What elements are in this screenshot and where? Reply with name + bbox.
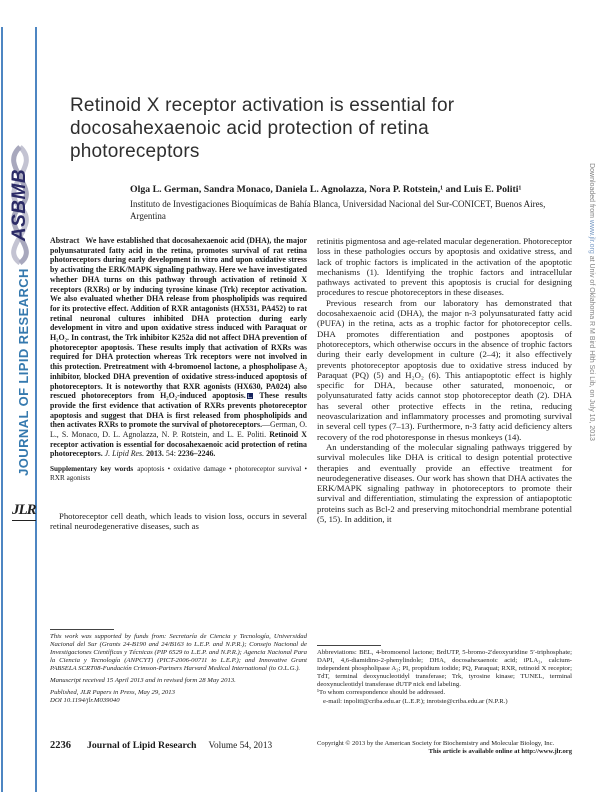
- body-paragraph: An understanding of the molecular signaling pathways triggered by survival molecules like DHA is critical to design potential protective therapies and eventually provide an effective treatment for neurodegenerative diseases. Our work has shown that DHA activates the ERK/MAPK signaling pathway in photoreceptors to promote their survival and differentiation, stimulating the expression of antiapoptotic proteins such as Bcl-2 and preserving mitochondrial membrane potential (5, 15). In addition, it: [317, 441, 572, 525]
- body-paragraph: retinitis pigmentosa and age-related macular degeneration. Photoreceptor loss in these pathologies occurs by apoptosis and oxidative stress, and lack of trophic factors is implicated in the activation of the apoptotic mechanisms (1). Identifying the trophic factors and intracellular pathways activated to prevent this apoptosis is crucial for designing procedures to rescue photoreceptors in these diseases.: [317, 236, 572, 298]
- footnote-rule: [317, 645, 381, 646]
- citation-year: 2013.: [146, 449, 166, 459]
- jlr-square-icon: [247, 393, 253, 399]
- download-watermark: [583, 49, 595, 555]
- jlr-monogram-logo: JLR: [12, 502, 36, 521]
- asbmb-logo-text: ASBMB: [9, 168, 30, 242]
- abstract-label: Abstract: [50, 236, 80, 245]
- funding-footnote: This work was supported by funds from: Secretaría de Ciencia y Tecnología, Universidad Nacional del Sur (Grants 24-B190 and 24/B163 to L.E.P. and N.P.R.); Consejo Nacional de Investigaciones Científicas y Técnicas (PIP 6529 to L.E.P. and N.P.R.); Agencia Nacional Para la Ciencia y Tecnología (ANPCYT) (PICT-2006-00711 to L.E.P.); and Innovative Grant PABSELA SCRT08-Fundación Crimson-Partners Harvard Medical International (to O.L.G.).: [50, 633, 307, 673]
- abbreviations-footnote: Abbreviations: BEL, 4-bromoenol lactone; BrdUTP, 5-bromo-2′deoxyuridine 5′-triphosphate; DAPI, 4,6-diamidino-2-phenylindole; DHA, docosahexaenoic acid; iPLA₂, calcium-independent phospholipase A₂; PI, propidium iodide; PQ, Paraquat; RXR, retinoid X receptor; TdT, terminal deoxynucleotidyl transferase; Trk, tyrosine kinase; TUNEL, terminal deoxynucleotidyl transferase dUTP nick end labeling.: [317, 649, 572, 689]
- correspondence-footnote: ¹To whom correspondence should be addressed.: [317, 689, 446, 697]
- citation-journal: J. Lipid Res.: [104, 449, 147, 459]
- copyright-line: Copyright © 2013 by the American Society for Biochemistry and Molecular Biology, Inc.: [317, 740, 555, 747]
- left-footnotes: [50, 629, 307, 705]
- manuscript-received: Manuscript received 15 April 2013 and in revised form 28 May 2013.: [50, 676, 236, 684]
- email-footnote: e-mail: inpoliti@criba.edu.ar (L.E.P.); inrotste@criba.edu.ar (N.P.R.): [323, 697, 508, 705]
- right-column: [317, 236, 572, 524]
- sidebar-rule: [35, 27, 37, 792]
- citation-authors: —German, O. L., S. Monaco, D. L. Agnolazza, N. P. Rotstein, and L. E. Politi.: [50, 420, 307, 440]
- doi-line: DOI 10.1194/jlr.M039040: [50, 696, 120, 704]
- journal-name-vertical: JOURNAL OF LIPID RESEARCH: [16, 268, 31, 476]
- keywords-label: Supplementary key words: [50, 465, 134, 474]
- available-online-line[interactable]: This article is available online at http://www.jlr.org: [428, 748, 572, 756]
- abstract-body: We have established that docosahexaenoic acid (DHA), the major polyunsaturated fatty acid in the retina, promotes survival of rat retina photoreceptors during early development in vitro and upon oxidative stress by activating the ERK/MAPK signaling pathway. Here we have investigated whether DHA turns on this pathway through activation of retinoid X receptors (RXRs) or by inducing tyrosine kinase (Trk) receptor activation. We also evaluated whether DHA release from phospholipids was required for its protective effect. Addition of RXR antagonists (HX531, PA452) to rat retinal neuronal cultures inhibited DHA protection during early development in vitro and upon oxidative stress induced with Paraquat or H₂O₂. In contrast, the Trk inhibitor K252a did not affect DHA prevention of photoreceptor apoptosis. These results imply that activation of RXRs was required for DHA protection whereas Trk receptors were not involved in this protection. Pretreatment with 4-bromoenol lactone, a phospholipase A₂ inhibitor, blocked DHA prevention of oxidative stress-induced apoptosis of photoreceptors. It is noteworthy that RXR agonists (HX630, PA024) also rescued photoreceptors from H₂O₂-induced apoptosis.: [50, 236, 307, 401]
- article-title: Retinoid X receptor activation is essential for docosahexaenoic acid protection of retina photoreceptors: [70, 95, 455, 162]
- download-watermark-prefix: Downloaded from: [588, 163, 595, 220]
- left-column: [50, 236, 307, 532]
- footnote-rule: [50, 629, 114, 630]
- left-edge-rule: [1, 27, 3, 792]
- citation-volume: 54:: [165, 449, 178, 459]
- keywords-text: apoptosis • oxidative damage • photoreceptor survival • RXR agonists: [50, 465, 307, 483]
- page-number: 2236: [50, 740, 71, 751]
- jlr-org-link[interactable]: www.jlr.org: [588, 219, 595, 254]
- abstract-paragraph: [50, 236, 307, 459]
- abstract-conclusion: These results provide the first evidence that activation of RXRs prevents photoreceptor apoptosis and suggest that DHA is first released from phospholipids and then activates RXRs to promote the survival of photoreceptors.: [50, 391, 307, 430]
- citation-title: Retinoid X receptor activation is essential for docosahexaenoic acid protection of retina photoreceptors.: [50, 430, 307, 459]
- published-note: Published, JLR Papers in Press, May 29, 2013: [50, 688, 175, 696]
- download-watermark-suffix: at Univ of Oklahoma R M Bird Hlth Sci Lib, on July 10, 2013: [588, 253, 595, 441]
- citation-pages: 2236–2246.: [177, 449, 216, 459]
- right-footnotes: [317, 645, 572, 706]
- footer-journal-name: Journal of Lipid Research: [87, 740, 197, 751]
- asbmb-logo: [3, 145, 37, 265]
- intro-paragraph: Photoreceptor cell death, which leads to vision loss, occurs in several retinal neurodegenerative diseases, such as: [50, 511, 307, 532]
- authors-line: Olga L. German, Sandra Monaco, Daniela L. Agnolazza, Nora P. Rotstein,¹ and Luis E. Politi¹: [130, 184, 522, 195]
- body-paragraph: Previous research from our laboratory has demonstrated that docosahexaenoic acid (DHA), the major n-3 polyunsaturated fatty acid (PUFA) in the retina, acts as a trophic factor for photoreceptor cells. DHA promotes differentiation and postpones apoptosis of photoreceptors, which otherwise occurs in the absence of trophic factors during their early development in culture (2–4); it also effectively prevents photoreceptor apoptosis due to oxidative stress induced by Paraquat (PQ) (5) and H₂O₂ (6). This antiapoptotic effect is highly specific for DHA, because other saturated, monoenoic, or polyunsaturated fatty acids cannot stop photoreceptor death (2). DHA has several other protective effects in the retina, reducing neovascularization and inflammatory processes and promoting survival in several cell types (7–13). Furthermore, n-3 fatty acid deficiency alters recovery of the rod photoresponse in rhesus monkeys (14).: [317, 297, 572, 442]
- footer-volume: Volume 54, 2013: [208, 741, 273, 751]
- affiliation: Instituto de Investigaciones Bioquímicas de Bahía Blanca, Universidad Nacional del Sur-CONICET, Buenos Aires, Argentina: [130, 199, 546, 221]
- copyright-block: [317, 740, 572, 757]
- supplementary-keywords: [50, 465, 307, 483]
- page-footer: [50, 740, 272, 751]
